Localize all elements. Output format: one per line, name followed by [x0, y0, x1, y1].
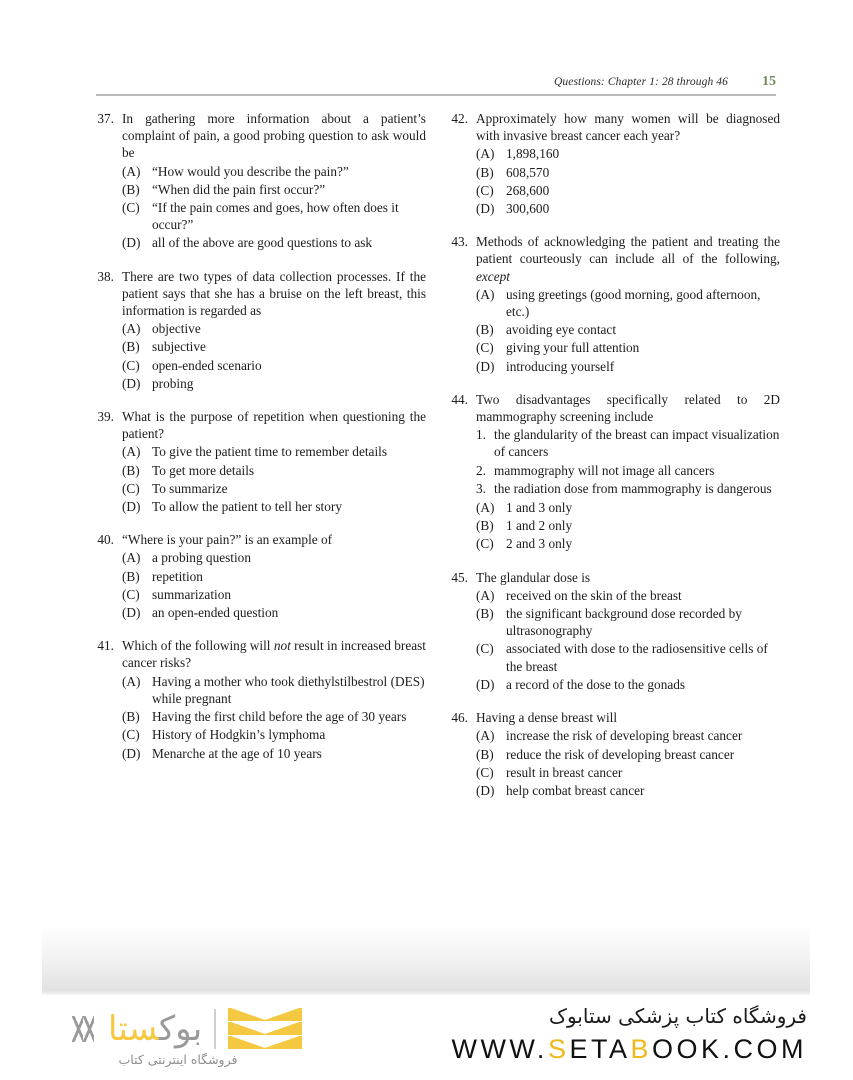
answer-option[interactable] [122, 199, 426, 233]
option-label: (D) [476, 676, 495, 692]
option-text: all of the above are good questions to ask [152, 235, 373, 251]
question-number: 39. [97, 409, 114, 425]
question-block [96, 531, 426, 621]
answer-option[interactable] [122, 357, 426, 374]
question-block [450, 709, 780, 799]
emphasis-text: not [273, 638, 291, 654]
answer-option[interactable] [122, 234, 426, 251]
question-number: 43. [451, 234, 468, 250]
question-block [450, 569, 780, 693]
option-text: Menarche at the age of 10 years [152, 745, 322, 761]
answer-options [450, 145, 780, 217]
option-text: objective [152, 321, 201, 337]
answer-options [96, 549, 426, 621]
answer-options [450, 587, 780, 693]
option-text: subjective [152, 339, 206, 355]
answer-option[interactable] [122, 375, 426, 392]
answer-option[interactable] [122, 726, 426, 743]
option-text: “If the pain comes and goes, how often does it occur?” [152, 200, 399, 233]
answer-option[interactable] [476, 535, 780, 552]
item-number: 2. [476, 462, 486, 478]
option-text: open-ended scenario [152, 357, 262, 373]
option-text: summarization [152, 586, 232, 602]
question-block [96, 268, 426, 392]
option-text: To summarize [152, 480, 228, 496]
left-column [96, 110, 426, 815]
question-number: 42. [451, 111, 468, 126]
numbered-item[interactable] [476, 462, 780, 479]
question-stem: The glandular dose is [476, 569, 591, 585]
answer-option[interactable] [476, 676, 780, 693]
question-block [96, 408, 426, 515]
option-label: (D) [122, 745, 141, 761]
answer-option[interactable] [122, 673, 426, 707]
answer-option[interactable] [476, 764, 780, 781]
answer-option[interactable] [122, 568, 426, 585]
option-label: (C) [476, 340, 494, 356]
answer-options [450, 727, 780, 799]
option-text: avoiding eye contact [506, 322, 617, 338]
option-text: 2 and 3 only [506, 536, 573, 552]
option-text: increase the risk of developing breast cancer [506, 728, 743, 744]
answer-option[interactable] [476, 499, 780, 516]
question-stem: Approximately how many women will be diagnosed with invasive breast cancer each year? [476, 111, 780, 144]
brand-tagline: فروشگاه اینترنتی کتاب [118, 1052, 238, 1067]
answer-option[interactable] [476, 358, 780, 375]
url-accent-letter: B [630, 1034, 652, 1064]
answer-options [96, 163, 426, 252]
question-head [450, 391, 780, 425]
answer-option[interactable] [122, 163, 426, 180]
running-head-title: Questions: Chapter 1: 28 through 46 [554, 76, 728, 88]
answer-option[interactable] [122, 320, 426, 337]
answer-option[interactable] [476, 727, 780, 744]
option-label: (D) [476, 782, 495, 798]
option-label: (A) [122, 163, 141, 179]
option-text: result in breast cancer [506, 764, 623, 780]
option-text: a record of the dose to the gonads [506, 676, 686, 692]
option-text: 268,600 [506, 182, 550, 198]
answer-option[interactable] [122, 549, 426, 566]
item-text: the radiation dose from mammography is dangerous [494, 480, 772, 496]
brand-url[interactable] [387, 1032, 807, 1066]
option-text: reduce the risk of developing breast cancer [506, 746, 735, 762]
option-text: using greetings (good morning, good afternoon, etc.) [506, 286, 761, 320]
option-label: (D) [476, 201, 495, 217]
double-chevron-icon [72, 1012, 106, 1046]
option-label: (C) [122, 586, 140, 602]
option-label: (A) [476, 587, 495, 603]
brand-contact [387, 1002, 807, 1066]
option-label: (B) [476, 746, 494, 762]
answer-option[interactable] [476, 200, 780, 217]
question-block [96, 637, 426, 761]
question-head [96, 408, 426, 442]
option-text: Having the first child before the age of 30 years [152, 709, 407, 725]
option-text: received on the skin of the breast [506, 587, 682, 603]
item-number: 3. [476, 480, 486, 496]
numbered-sublist [450, 426, 780, 497]
question-block [450, 233, 780, 375]
option-text: an open-ended question [152, 605, 279, 621]
answer-option[interactable] [122, 462, 426, 479]
question-stem: There are two types of data collection processes. If the patient says that she has a bruise on the left breast, this information is regarded as [122, 268, 426, 319]
option-label: (A) [476, 146, 495, 162]
answer-option[interactable] [122, 181, 426, 198]
option-text: repetition [152, 568, 203, 584]
question-stem: Having a dense breast will [476, 710, 618, 726]
answer-option[interactable] [476, 746, 780, 763]
option-label: (A) [476, 286, 495, 302]
question-head [96, 637, 426, 671]
answer-option[interactable] [476, 339, 780, 356]
option-label: (C) [476, 764, 494, 780]
answer-options [450, 286, 780, 375]
option-label: (D) [122, 499, 141, 515]
item-number: 1. [476, 427, 486, 443]
answer-options [450, 499, 780, 553]
question-stem: What is the purpose of repetition when questioning the patient? [122, 409, 426, 442]
answer-option[interactable] [122, 443, 426, 460]
option-label: (C) [476, 182, 494, 198]
question-head [450, 569, 780, 586]
question-number: 40. [97, 532, 114, 548]
answer-options [96, 443, 426, 515]
option-text: To give the patient time to remember details [152, 444, 388, 460]
question-head [96, 110, 426, 162]
option-label: (B) [476, 164, 494, 180]
answer-option[interactable] [476, 517, 780, 534]
option-label: (C) [122, 480, 140, 496]
option-label: (D) [122, 605, 141, 621]
answer-option[interactable] [122, 586, 426, 603]
answer-option[interactable] [476, 782, 780, 799]
option-text: “How would you describe the pain?” [152, 163, 349, 179]
option-text: a probing question [152, 550, 251, 566]
question-block [96, 110, 426, 252]
answer-option[interactable] [476, 605, 780, 639]
option-label: (A) [122, 444, 141, 460]
option-text: introducing yourself [506, 358, 615, 374]
option-label: (C) [122, 200, 140, 216]
option-text: To allow the patient to tell her story [152, 499, 342, 515]
running-head [96, 74, 776, 96]
option-label: (B) [476, 606, 494, 622]
brand-wordmark [108, 1009, 202, 1049]
answer-option[interactable] [122, 498, 426, 515]
question-head [96, 531, 426, 548]
option-label: (A) [122, 321, 141, 337]
answer-option[interactable] [476, 640, 780, 674]
page-shadow-band [42, 925, 810, 995]
option-text: 608,570 [506, 164, 550, 180]
question-block [450, 391, 780, 553]
question-stem: In gathering more information about a patient’s complaint of pain, a good probing question to ask would be [122, 111, 426, 161]
answer-option[interactable] [476, 145, 780, 162]
question-number: 45. [451, 569, 468, 585]
option-text: 300,600 [506, 201, 550, 217]
option-label: (B) [122, 709, 140, 725]
question-stem: Which of the following will not result in increased breast cancer risks? [122, 638, 426, 671]
question-number: 37. [97, 111, 114, 126]
option-label: (B) [122, 339, 140, 355]
option-text: the significant background dose recorded by ultrasonography [506, 606, 742, 639]
option-text: “When did the pain first occur?” [152, 181, 326, 197]
header-rule [96, 94, 776, 96]
numbered-item[interactable] [476, 480, 780, 497]
option-text: associated with dose to the radiosensitive cells of the breast [506, 641, 768, 674]
page-number: 15 [762, 74, 776, 89]
question-columns [96, 110, 780, 815]
option-text: 1,898,160 [506, 146, 560, 162]
answer-option[interactable] [476, 164, 780, 181]
option-label: (A) [122, 673, 141, 689]
option-text: History of Hodgkin’s lymphoma [152, 727, 326, 743]
option-label: (B) [122, 462, 140, 478]
option-label: (C) [122, 727, 140, 743]
option-text: To get more details [152, 462, 255, 478]
option-label: (A) [476, 728, 495, 744]
option-label: (A) [476, 500, 495, 516]
brand-logo [72, 1004, 402, 1076]
question-number: 38. [97, 268, 114, 284]
gold-chevron-mark-icon [228, 1006, 302, 1052]
answer-option[interactable] [122, 338, 426, 355]
question-number: 44. [451, 391, 468, 407]
item-text: the glandularity of the breast can impact visualization of cancers [494, 427, 780, 460]
answer-options [96, 320, 426, 392]
option-label: (D) [122, 235, 141, 251]
option-text: 1 and 3 only [506, 500, 573, 516]
option-text: Having a mother who took diethylstilbestrol (DES) while pregnant [152, 673, 425, 706]
option-label: (C) [476, 536, 494, 552]
url-segment: WWW. [451, 1034, 548, 1064]
answer-options [96, 673, 426, 762]
question-number: 41. [97, 638, 114, 654]
option-label: (B) [476, 518, 494, 534]
option-text: giving your full attention [506, 340, 640, 356]
option-label: (C) [122, 357, 140, 373]
option-label: (D) [122, 375, 141, 391]
question-stem: Methods of acknowledging the patient and treating the patient courteously can include all of the following, except [476, 234, 780, 284]
option-label: (A) [122, 550, 141, 566]
answer-option[interactable] [122, 745, 426, 762]
brand-headline-fa: فروشگاه کتاب پزشکی ستابوک [549, 1004, 807, 1028]
option-label: (B) [122, 568, 140, 584]
answer-option[interactable] [122, 480, 426, 497]
answer-option[interactable] [476, 286, 780, 320]
question-stem: Two disadvantages specifically related to 2D mammography screening include [476, 391, 780, 425]
option-label: (B) [476, 322, 494, 338]
question-head [450, 110, 780, 144]
url-segment: OOK.COM [651, 1034, 807, 1064]
question-block [450, 110, 780, 217]
answer-option[interactable] [476, 182, 780, 199]
item-text: mammography will not image all cancers [494, 462, 715, 478]
question-stem: “Where is your pain?” is an example of [122, 532, 333, 548]
right-column [450, 110, 780, 815]
option-label: (D) [476, 358, 495, 374]
question-number: 46. [451, 710, 468, 726]
question-head [450, 233, 780, 285]
emphasis-text: except [476, 268, 510, 284]
wordmark-gray: بوک [158, 1009, 203, 1049]
answer-option[interactable] [476, 321, 780, 338]
option-text: probing [152, 375, 194, 391]
option-label: (C) [476, 641, 494, 657]
answer-option[interactable] [122, 708, 426, 725]
option-label: (B) [122, 181, 140, 197]
question-head [450, 709, 780, 726]
url-accent-letter: S [547, 1034, 570, 1064]
question-head [96, 268, 426, 320]
answer-option[interactable] [122, 604, 426, 621]
option-text: help combat breast cancer [506, 782, 645, 798]
answer-option[interactable] [476, 587, 780, 604]
numbered-item[interactable] [476, 426, 780, 460]
logo-divider [214, 1009, 216, 1049]
footer-branding [0, 996, 853, 1080]
wordmark-gold: ستا [108, 1009, 159, 1049]
option-text: 1 and 2 only [506, 518, 573, 534]
url-segment: ETA [569, 1034, 631, 1064]
